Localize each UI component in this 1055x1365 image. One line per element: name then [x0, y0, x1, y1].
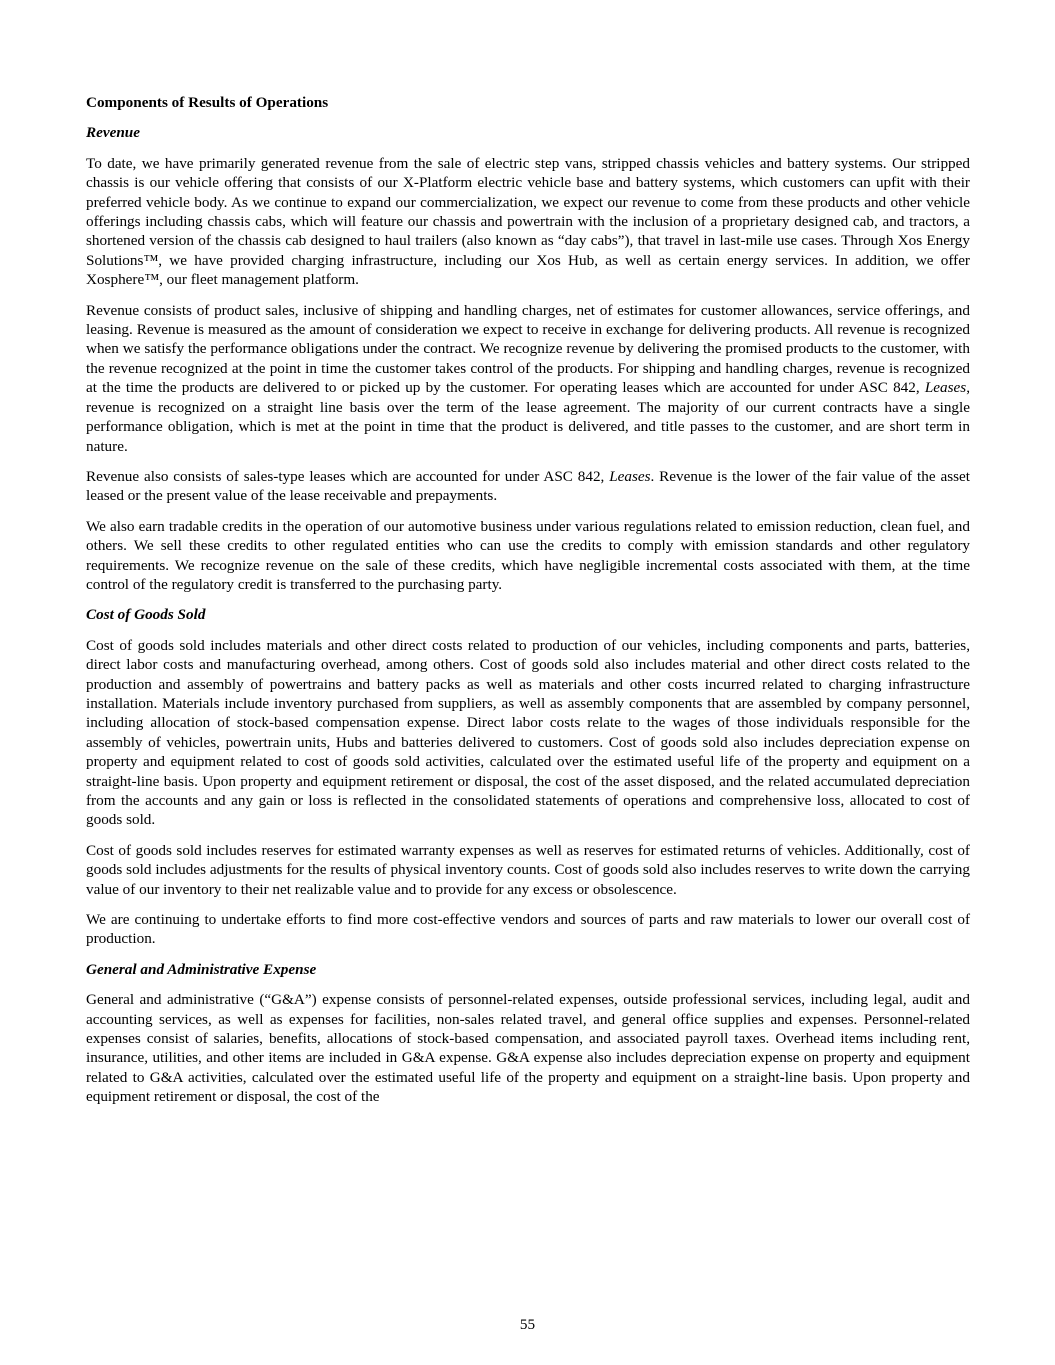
section-title: Components of Results of Operations: [86, 94, 329, 111]
cogs-paragraph-3: We are continuing to undertake efforts to find more cost-effective vendors and sources of parts and raw materials to lower our overall cost of production.: [86, 911, 970, 948]
cogs-paragraph-2: Cost of goods sold includes reserves for estimated warranty expenses as well as reserves for estimated returns of vehicles. Additionally, cost of goods sold includes adjustments for the results of physical inventory counts. Cost of goods sold also includes reserves to write down the carrying value of our inventory to their net realizable value and to provide for any excess or obsolescence.: [86, 841, 970, 898]
revenue-paragraph-2-italic: Leases: [924, 379, 967, 397]
revenue-paragraph-3-part-b: . Revenue is the lower of the fair value of the asset leased or the present value of the lease receivable and prepayments.: [86, 467, 970, 505]
revenue-paragraph-3-italic: Leases: [609, 467, 651, 485]
cogs-paragraph-1: Cost of goods sold includes materials and other direct costs related to production of our vehicles, including components and parts, batteries, direct labor costs and manufacturing overhead, among others. Cost of goods sold also includes material and other direct costs related to the production and assembly of powertrains and battery packs as well as materials and other costs incurred related to charging infrastructure installation. Materials include inventory purchased from suppliers, as well as assembly components that are assembled by company personnel, including allocation of stock-based compensation expense. Direct labor costs relate to the wages of those individuals responsible for the assembly of vehicles, powertrain units, Hubs and batteries delivered to customers. Cost of goods sold also includes depreciation expense on property and equipment related to cost of goods sold activities, calculated over the estimated useful life of the property and equipment on a straight-line basis. Upon property and equipment retirement or disposal, the cost of the asset disposed, and the related accumulated depreciation from the accounts and any gain or loss is reflected in the consolidated statements of operations and comprehensive loss, allocated to cost of goods sold.: [86, 636, 970, 829]
page-number: 55: [519, 1316, 536, 1333]
revenue-heading: Revenue: [86, 124, 140, 142]
revenue-paragraph-2: [86, 301, 970, 456]
revenue-paragraph-4: We also earn tradable credits in the operation of our automotive business under various regulations related to emission reduction, clean fuel, and others. We sell these credits to other regulated entities who can use the credits to comply with emission standards and other regulatory requirements. We recognize revenue on the sale of these credits, which have negligible incremental costs associated with them, at the time control of the regulatory credit is transferred to the purchasing party.: [86, 517, 970, 593]
revenue-paragraph-3-part-a: Revenue also consists of sales-type leases which are accounted for under ASC 842,: [86, 467, 610, 485]
revenue-paragraph-3: [86, 467, 970, 506]
gna-heading: General and Administrative Expense: [86, 960, 317, 978]
document-page: [86, 93, 970, 1118]
revenue-paragraph-2-part-a: Revenue consists of product sales, inclusive of shipping and handling charges, net of estimates for customer allowances, service offerings, and leasing. Revenue is measured as the amount of consideration we expect to receive in exchange for delivering products. All revenue is recognized when we satisfy the performance obligations under the contract. We recognize revenue by delivering the promised products to the customer, with the revenue recognized at the point in time the customer takes control of the products. For shipping and handling charges, revenue is recognized at the time the products are delivered to or picked up by the customer. For operating leases which are accounted for under ASC 842,: [86, 301, 970, 397]
revenue-paragraph-1: To date, we have primarily generated revenue from the sale of electric step vans, stripped chassis vehicles and battery systems. Our stripped chassis is our vehicle offering that consists of our X-Platform electric vehicle base and battery systems, which customers can upfit with their preferred vehicle body. As we continue to expand our commercialization, we expect our revenue to come from these products and other vehicle offerings including chassis cabs, which will feature our chassis and powertrain with the inclusion of a proprietary designed cab, and tractors, a shortened version of the chassis cab designed to haul trailers (also known as “day cabs”), that travel in last-mile use cases. Through Xos Energy Solutions™, we have provided charging infrastructure, including our Xos Hub, as well as certain energy services. In addition, we offer Xosphere™, our fleet management platform.: [86, 154, 970, 289]
gna-paragraph-1: General and administrative (“G&A”) expense consists of personnel-related expenses, outside professional services, including legal, audit and accounting services, as well as expenses for facilities, non-sales related travel, and general office supplies and expenses. Personnel-related expenses consist of salaries, benefits, allocations of stock-based compensation, and associated payroll taxes. Overhead items including rent, insurance, utilities, and other items are included in G&A expense. G&A expense also includes depreciation expense on property and equipment related to G&A activities, calculated over the estimated useful life of the property and equipment on a straight-line basis. Upon property and equipment retirement or disposal, the cost of the: [86, 991, 970, 1106]
revenue-paragraph-2-part-b: , revenue is recognized on a straight line basis over the term of the lease agreement. The majority of our current contracts have a single performance obligation, which is met at the point in time that the product is delivered, and title passes to the customer, and are short term in nature.: [86, 379, 970, 455]
cogs-heading: Cost of Goods Sold: [86, 606, 206, 624]
